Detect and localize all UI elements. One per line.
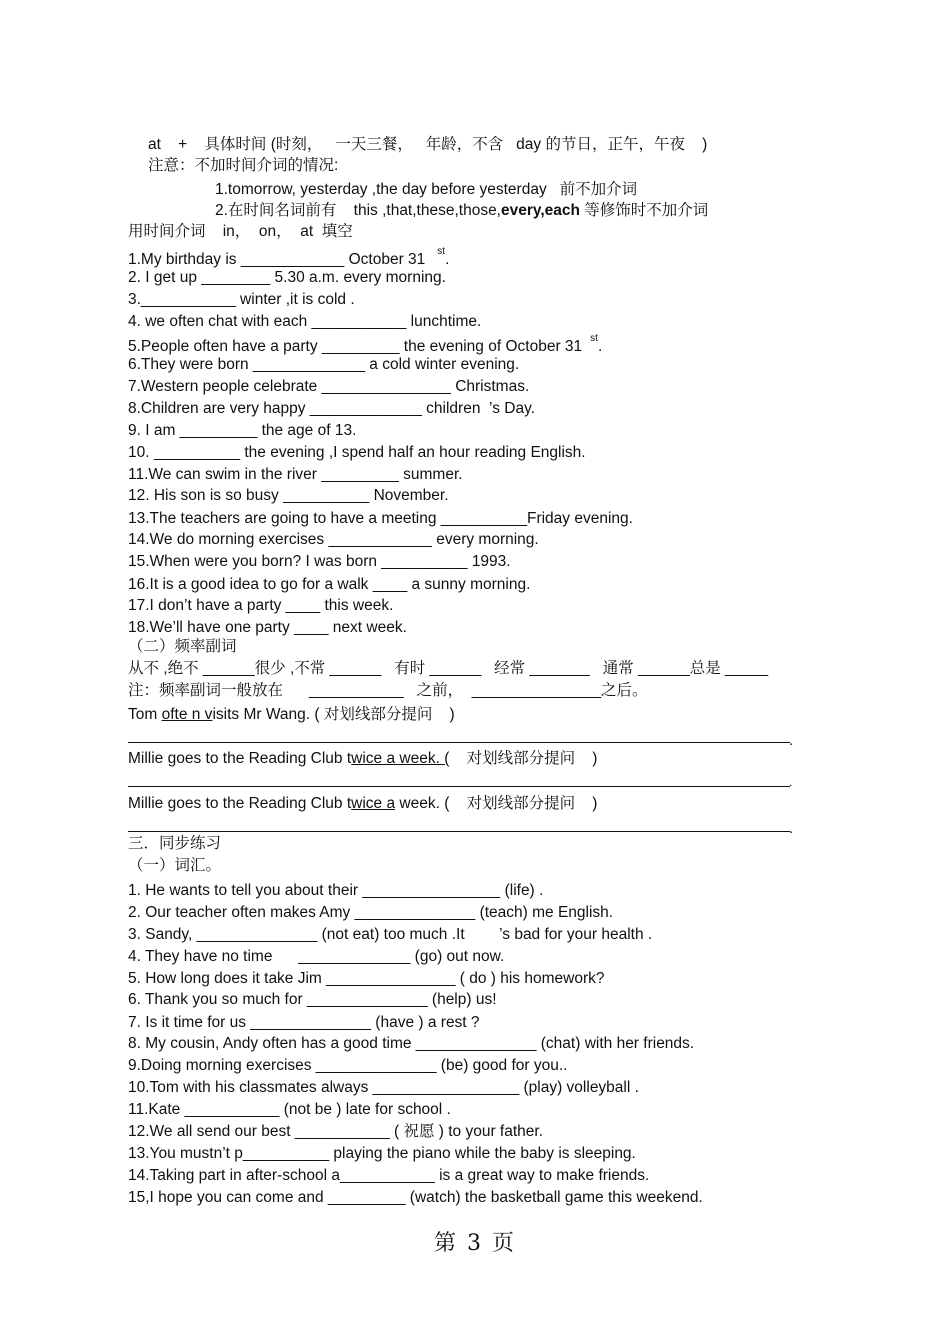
prep-item: 18.We’ll have one party ____ next week. [128,619,407,636]
note-item-1: 1.tomorrow, yesterday ,the day before yesterday 前不加介词 [215,181,638,198]
vocab-item: 12.We all send our best ___________ ( 祝愿 ) to your father. [128,1123,544,1140]
vocab-item: 13.You mustn’t p__________ playing the piano while the baby is sleeping. [128,1145,636,1162]
vocab-item: 11.Kate ___________ (not be ) late for school . [128,1101,451,1118]
prep-item: 7.Western people celebrate _______________ Christmas. [128,378,530,395]
prep-item: 4. we often chat with each ___________ lunchtime. [128,313,482,330]
prep-item: 3.___________ winter ,it is cold . [128,291,355,308]
period: . [597,338,603,356]
vocab-item: 2. Our teacher often makes Amy ______________ (teach) me English. [128,904,614,921]
q2-text: Millie goes to the Reading Club t [128,750,352,767]
freq-line-1: 从不 ,绝不 ______很少 ,不常 ______ 有时 ______ 经常 _______ 通常 ______总是 _____ [128,660,769,677]
q3-underlined: wice a [351,795,396,812]
prep-item: 15.When were you born? I was born __________ 1993. [128,553,511,570]
prep-item: 8.Children are very happy _____________ children ’s Day. [128,400,535,417]
prep-item: 10. __________ the evening ,I spend half an hour reading English. [128,444,586,461]
answer-line-2-dot: . [789,775,793,789]
prep-item: 2. I get up ________ 5.30 a.m. every morning. [128,269,446,286]
at-rule-line: at + 具体时间 (时刻， 一天三餐， 年龄，不含 day 的节日，正午，午夜 ) [148,136,708,153]
prep-item: 6.They were born _____________ a cold winter evening. [128,356,520,373]
answer-line-3-dot: . [789,820,794,837]
q3-text: Millie goes to the Reading Club t [128,795,352,812]
vocab-item: 6. Thank you so much for ______________ (help) us! [128,991,497,1008]
q1-text-post: isits Mr Wang. ( 对划线部分提问 ) [212,706,455,723]
practice-heading: 三．同步练习 [128,835,222,852]
note-line: 注意：不加时间介词的情况: [148,157,339,174]
freq-question-3 [128,794,597,814]
prep-item-text: 5.People often have a party _________ the evening of October 31 [128,338,583,356]
q1-underlined: ofte n v [161,706,213,723]
vocab-item: 3. Sandy, ______________ (not eat) too much .It ’s bad for your health . [128,926,653,943]
vocab-item: 15,I hope you can come and _________ (watch) the basketball game this weekend. [128,1189,703,1206]
note-item-2-pre: 2.在时间名词前有 this ,that,these,those, [215,202,501,219]
vocab-item: 9.Doing morning exercises ______________ (be) good for you.. [128,1057,568,1074]
prep-item: 14.We do morning exercises ____________ every morning. [128,531,539,548]
prep-item-text: 1.My birthday is ____________ October 31 [128,251,426,269]
prep-item: 12. His son is so busy __________ November. [128,487,449,504]
freq-question-2 [128,749,597,769]
prep-item: 9. I am _________ the age of 13. [128,422,357,439]
vocab-item: 14.Taking part in after-school a___________ is a great way to make friends. [128,1167,650,1184]
vocab-item: 4. They have no time _____________ (go) out now. [128,948,505,965]
freq-question-1 [128,705,455,725]
answer-line-1[interactable] [128,742,790,743]
answer-line-2[interactable] [128,786,790,787]
freq-heading: （二）频率副词 [128,638,237,655]
q3-text-post: week. ( 对划线部分提问 ) [395,795,598,812]
answer-line-1-dot: . [789,732,794,749]
prep-item: 17.I don’t have a party ____ this week. [128,597,394,614]
q2-underlined: wice a week. ( [351,750,450,767]
note-item-2-post: 等修饰时不加介词 [580,202,709,219]
prep-exercise-title: 用时间介词 in， on， at 填空 [128,223,353,240]
vocab-item: 10.Tom with his classmates always _________________ (play) volleyball . [128,1079,639,1096]
note-item-2 [215,201,708,221]
prep-item [128,246,449,270]
prep-item [128,333,602,357]
vocab-item: 1. He wants to tell you about their ________________ (life) . [128,882,544,899]
freq-line-2: 注：频率副词一般放在 ___________ 之前， _______________之后。 [128,682,648,699]
superscript-st: st [437,246,446,257]
note-item-2-bold: every,each [501,202,580,219]
q1-text: Tom [128,706,162,723]
vocab-item: 5. How long does it take Jim _______________ ( do ) his homework? [128,970,605,987]
answer-line-3[interactable] [128,831,790,832]
vocab-item: 7. Is it time for us ______________ (have ) a rest ? [128,1014,480,1031]
prep-item: 16.It is a good idea to go for a walk ____ a sunny morning. [128,576,531,593]
vocab-item: 8. My cousin, Andy often has a good time ______________ (chat) with her friends. [128,1035,695,1052]
prep-item: 13.The teachers are going to have a meeting __________Friday evening. [128,510,633,527]
practice-subheading: （一）词汇。 [128,857,222,874]
superscript-st: st [590,333,598,344]
period: . [445,251,450,269]
prep-item: 11.We can swim in the river _________ summer. [128,466,463,483]
page-number: 第 3 页 [434,1231,516,1256]
q2-text-post: 对划线部分提问 ) [449,750,598,767]
